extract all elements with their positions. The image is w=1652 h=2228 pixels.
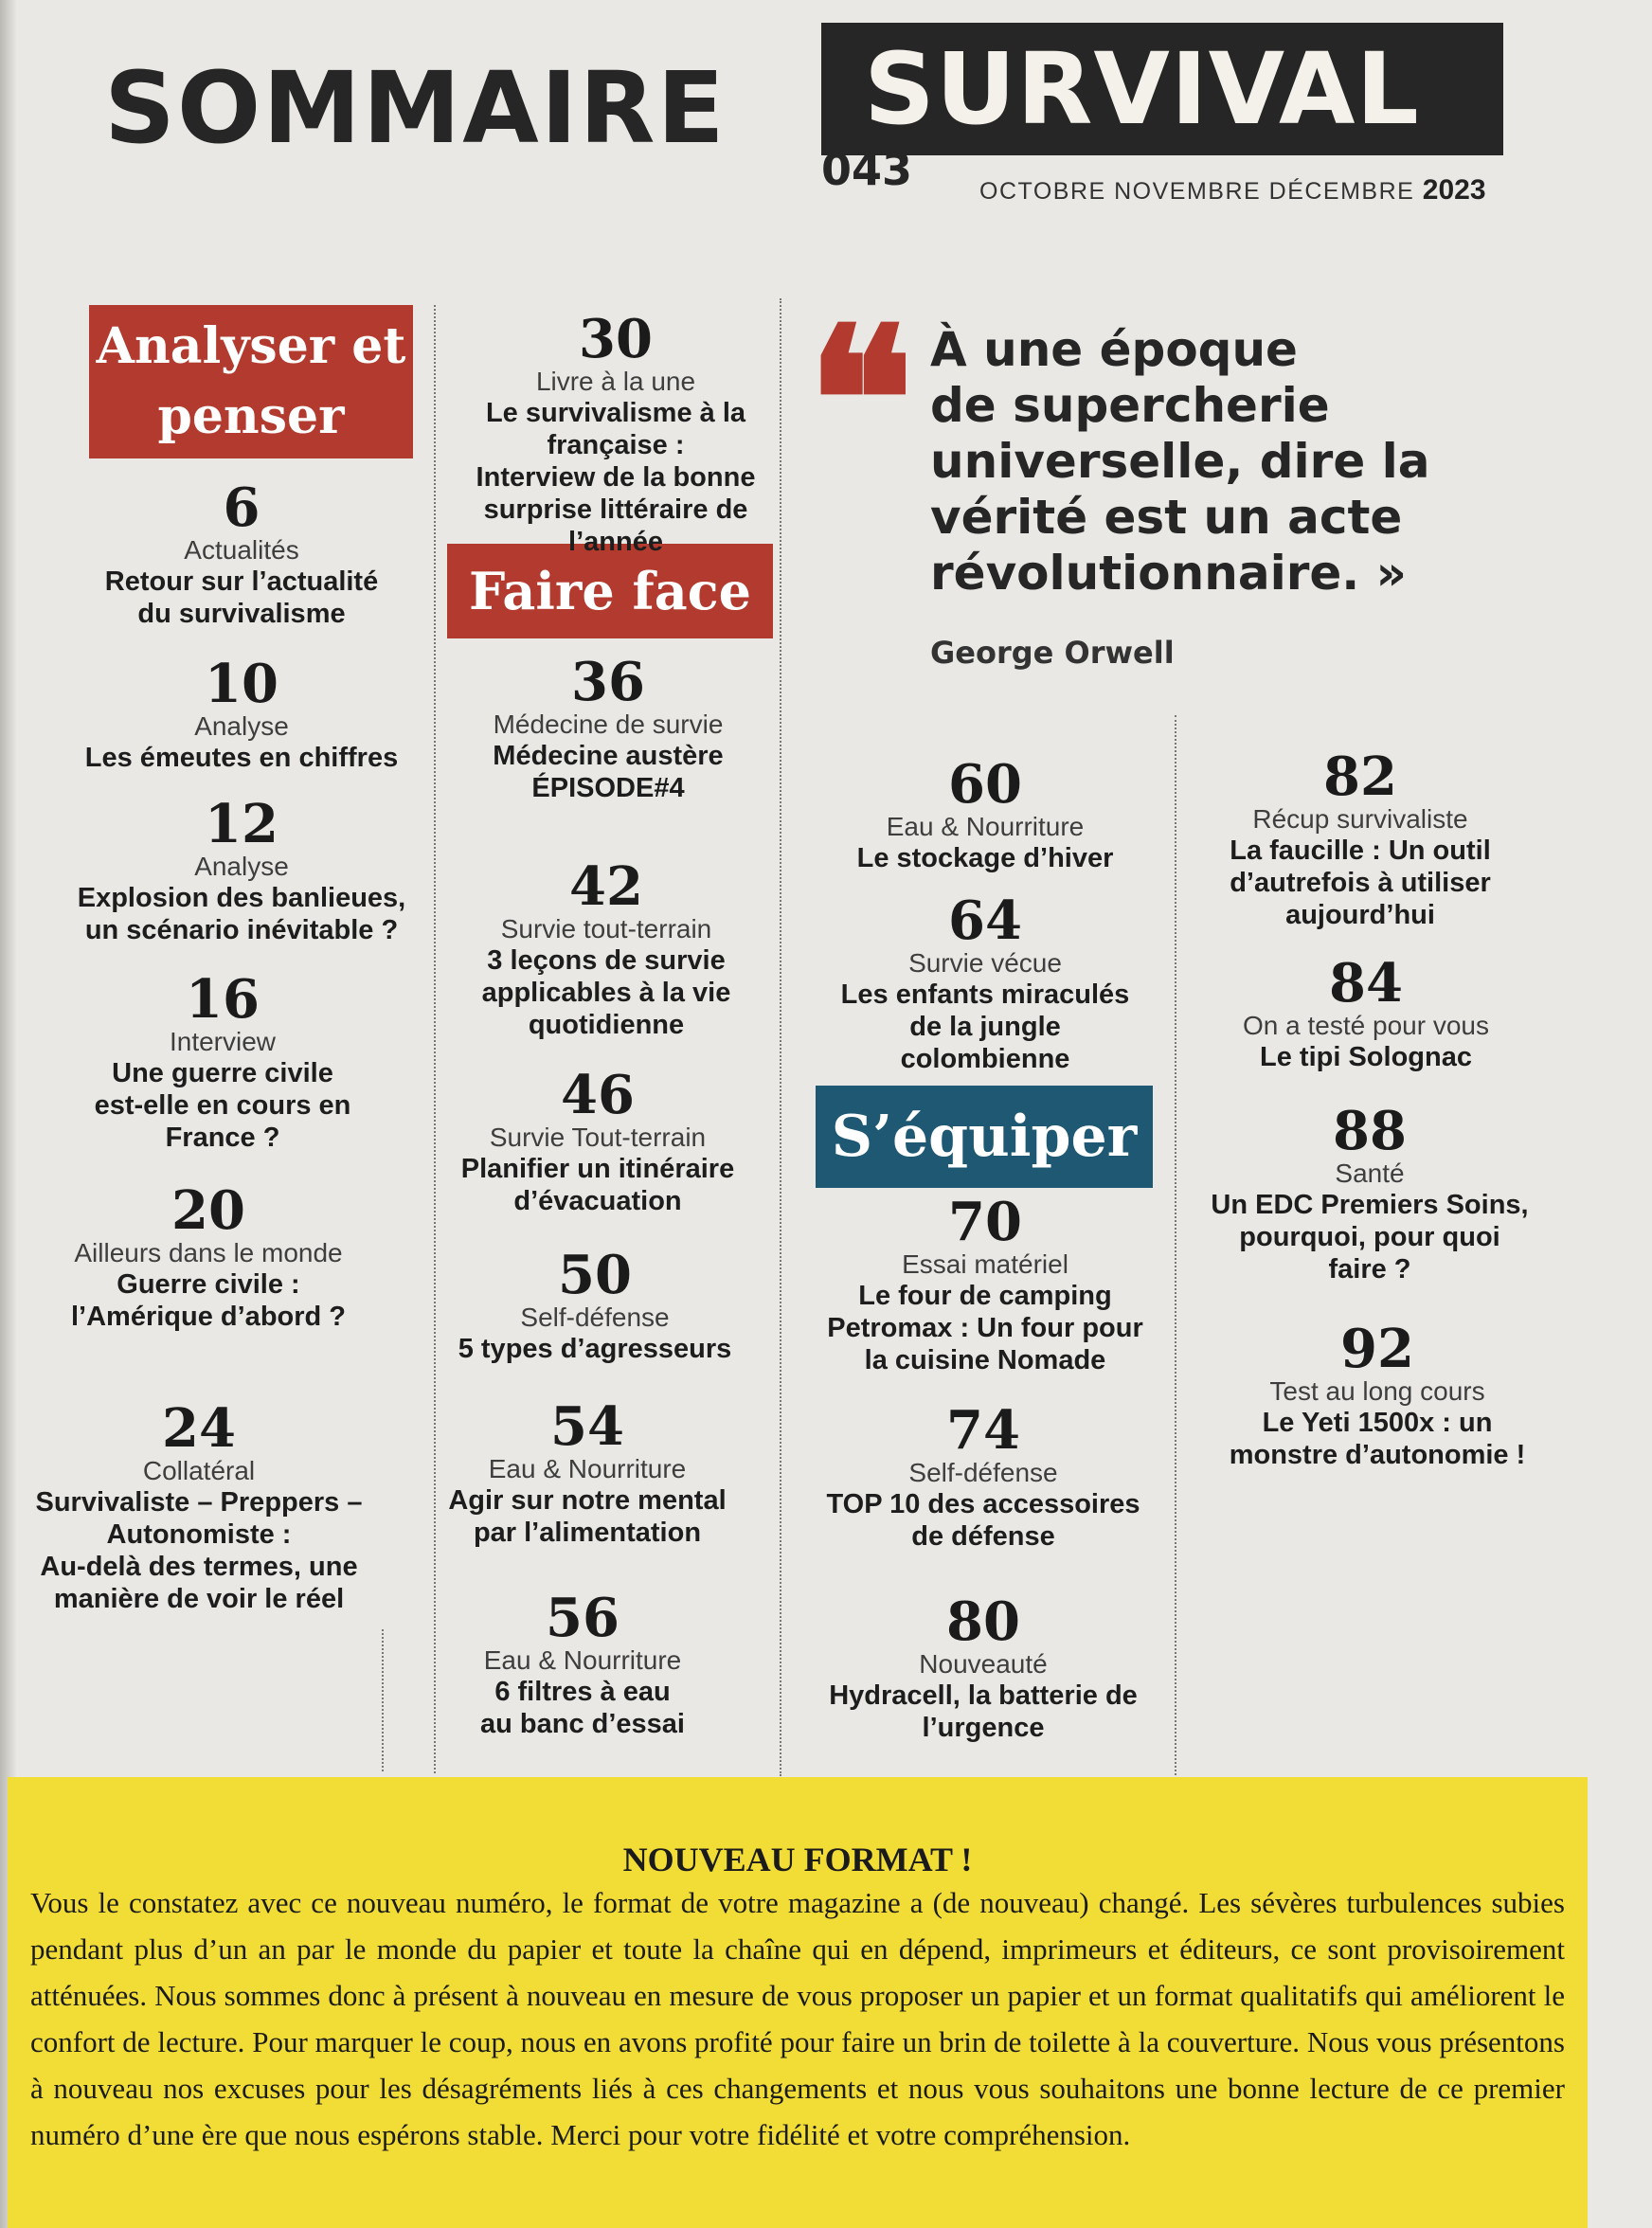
article-title: Le tipi Solognac <box>1260 1042 1472 1072</box>
article-title: Hydracell, la batterie de l’urgence <box>829 1680 1138 1743</box>
toc-entry[interactable] <box>1161 746 1559 931</box>
toc-entry[interactable] <box>38 793 445 946</box>
section-label-faire-face: Faire face <box>469 561 751 621</box>
page-number: 54 <box>550 1395 624 1458</box>
toc-entry[interactable] <box>786 753 1184 874</box>
article-title: Les enfants miraculés de la jungle colombienne <box>840 979 1130 1074</box>
page-number: 16 <box>186 968 260 1031</box>
category: Eau & Nourriture <box>886 812 1085 841</box>
article-title: 6 filtres à eau au banc d’essai <box>480 1677 685 1739</box>
category: Santé <box>1335 1159 1405 1188</box>
article-title: Le four de camping Petromax : Un four pour la cuisine Nomade <box>827 1281 1143 1375</box>
page-number: 88 <box>1333 1100 1407 1162</box>
category: Eau & Nourriture <box>483 1645 682 1675</box>
issue-year: 2023 <box>1422 174 1486 206</box>
page-number: 10 <box>205 653 278 715</box>
article-title: Le stockage d’hiver <box>856 843 1114 873</box>
page-title: SOMMAIRE <box>104 50 727 166</box>
page-number: 46 <box>561 1064 635 1126</box>
toc-entry[interactable] <box>407 855 805 1041</box>
toc-entry[interactable] <box>786 889 1184 1075</box>
article-title: Planifier un itinéraire d’évacuation <box>460 1154 735 1216</box>
article-title: TOP 10 des accessoires de défense <box>826 1489 1140 1552</box>
toc-entry[interactable] <box>0 1397 398 1615</box>
category: Self-défense <box>908 1458 1058 1487</box>
category: Survie vécue <box>908 948 1062 978</box>
article-title: Retour sur l’actualité du survivalisme <box>104 566 379 629</box>
article-title: Un EDC Premiers Soins, pourquoi, pour quoi faire ? <box>1211 1190 1529 1285</box>
category: Analyse <box>194 711 289 741</box>
notice-box <box>8 1777 1588 2228</box>
page-number: 74 <box>946 1399 1020 1462</box>
page-number: 64 <box>948 889 1022 952</box>
page-number: 84 <box>1329 952 1403 1015</box>
article-title: Agir sur notre mental par l’alimentation <box>448 1485 727 1548</box>
page-number: 24 <box>162 1397 236 1460</box>
section-banner-faire-face <box>447 544 773 638</box>
toc-entry[interactable] <box>1167 952 1565 1073</box>
toc-entry[interactable] <box>409 651 807 804</box>
category: Eau & Nourriture <box>488 1454 687 1483</box>
article-title: Médecine austère ÉPISODE#4 <box>493 741 724 803</box>
section-label-equiper: S’équiper <box>831 1104 1138 1170</box>
page-number: 30 <box>579 308 653 370</box>
issue-number: 043 <box>821 144 913 195</box>
toc-entry[interactable] <box>784 1399 1182 1553</box>
page-number: 60 <box>948 753 1022 816</box>
article-title: 3 leçons de survie applicables à la vie quotidienne <box>481 945 731 1040</box>
category: Analyse <box>194 852 289 881</box>
category: Récup survivaliste <box>1252 804 1468 834</box>
category: Survie tout-terrain <box>500 914 712 943</box>
toc-entry[interactable] <box>38 476 445 630</box>
article-title: Le survivalisme à la française : Interview de la bonne surprise littéraire de l’année <box>476 398 756 557</box>
category: Test au long cours <box>1269 1376 1485 1406</box>
section-label-analyser: Analyser et penser <box>96 317 406 445</box>
category: Essai matériel <box>902 1249 1068 1279</box>
category: Self-défense <box>520 1303 670 1332</box>
page-number: 6 <box>223 476 260 539</box>
category: Survie Tout-terrain <box>489 1123 707 1152</box>
toc-entry[interactable] <box>384 1587 781 1740</box>
page-number: 12 <box>205 793 278 855</box>
category: Médecine de survie <box>493 710 724 739</box>
category: Collatéral <box>142 1456 256 1485</box>
article-title: 5 types d’agresseurs <box>458 1334 732 1364</box>
article-title: Une guerre civile est-elle en cours en France ? <box>94 1058 351 1153</box>
quote-author: George Orwell <box>930 635 1175 671</box>
page-number: 20 <box>171 1179 245 1242</box>
page-number: 92 <box>1340 1318 1414 1380</box>
issue-period: OCTOBRE NOVEMBRE DÉCEMBRE <box>979 178 1415 205</box>
toc-entry[interactable] <box>19 968 426 1154</box>
toc-entry[interactable] <box>1171 1100 1569 1285</box>
toc-entry[interactable] <box>388 1395 786 1549</box>
quote-text: À une époque de supercherie universelle, dire la vérité est un acte révolutionnaire. » <box>930 322 1430 601</box>
page-number: 42 <box>569 855 643 918</box>
toc-entry[interactable] <box>417 308 815 558</box>
toc-entry[interactable] <box>9 1179 407 1333</box>
issue-date <box>979 176 1486 205</box>
page-number: 82 <box>1323 746 1397 808</box>
toc-entry[interactable] <box>786 1191 1184 1376</box>
category: Ailleurs dans le monde <box>74 1238 343 1267</box>
toc-entry[interactable] <box>396 1244 794 1365</box>
toc-entry[interactable] <box>38 653 445 774</box>
category: Nouveauté <box>919 1649 1048 1679</box>
article-title: Guerre civile : l’Amérique d’abord ? <box>70 1269 347 1332</box>
page-number: 80 <box>946 1590 1020 1653</box>
category: On a testé pour vous <box>1243 1011 1489 1040</box>
page-number: 70 <box>948 1191 1022 1253</box>
toc-entry[interactable] <box>399 1064 797 1217</box>
toc-entry[interactable] <box>1178 1318 1576 1471</box>
article-title: Le Yeti 1500x : un monstre d’autonomie ! <box>1229 1408 1526 1470</box>
page-number: 56 <box>546 1587 620 1649</box>
page-number: 50 <box>558 1244 632 1306</box>
article-title: La faucille : Un outil d’autrefois à utiliser aujourd’hui <box>1230 836 1491 930</box>
quote-mark-icon: ❝ <box>807 283 914 517</box>
magazine-logo: SURVIVAL <box>864 31 1420 147</box>
article-title: Survivaliste – Preppers – Autonomiste : Au-delà des termes, une manière de voir le réel <box>35 1487 363 1614</box>
section-banner-analyser <box>89 305 413 458</box>
article-title: Les émeutes en chiffres <box>84 743 399 773</box>
category: Interview <box>169 1027 277 1056</box>
category: Livre à la une <box>535 367 696 396</box>
article-title: Explosion des banlieues, un scénario inévitable ? <box>77 883 406 945</box>
notice-title: NOUVEAU FORMAT ! <box>622 1841 973 1878</box>
page-number: 36 <box>571 651 645 713</box>
section-banner-equiper <box>816 1086 1153 1188</box>
toc-entry[interactable] <box>784 1590 1182 1744</box>
category: Actualités <box>184 535 299 565</box>
notice-body: Vous le constatez avec ce nouveau numéro, le format de votre magazine a (de nouveau) changé. Les sévères turbulences subies pendant plus d’un an par le monde du papier et toute la chaîne qui en dépend, imprimeurs et éditeurs, ce sont provisoirement atténuées. Nous sommes donc à présent à nouveau en mesure de vous proposer un papier et un format qualitatifs qui améliorent le confort de lecture. Pour marquer le coup, nous en avons profité pour faire un brin de toilette à la couverture. Nous vous présentons à nouveau nos excuses pour les désagréments liés à ces changements et nous vous souhaitons une bonne lecture de ce premier numéro d’une ère que nous espérons stable. Merci pour votre fidélité et votre compréhension. <box>30 1886 1565 2151</box>
